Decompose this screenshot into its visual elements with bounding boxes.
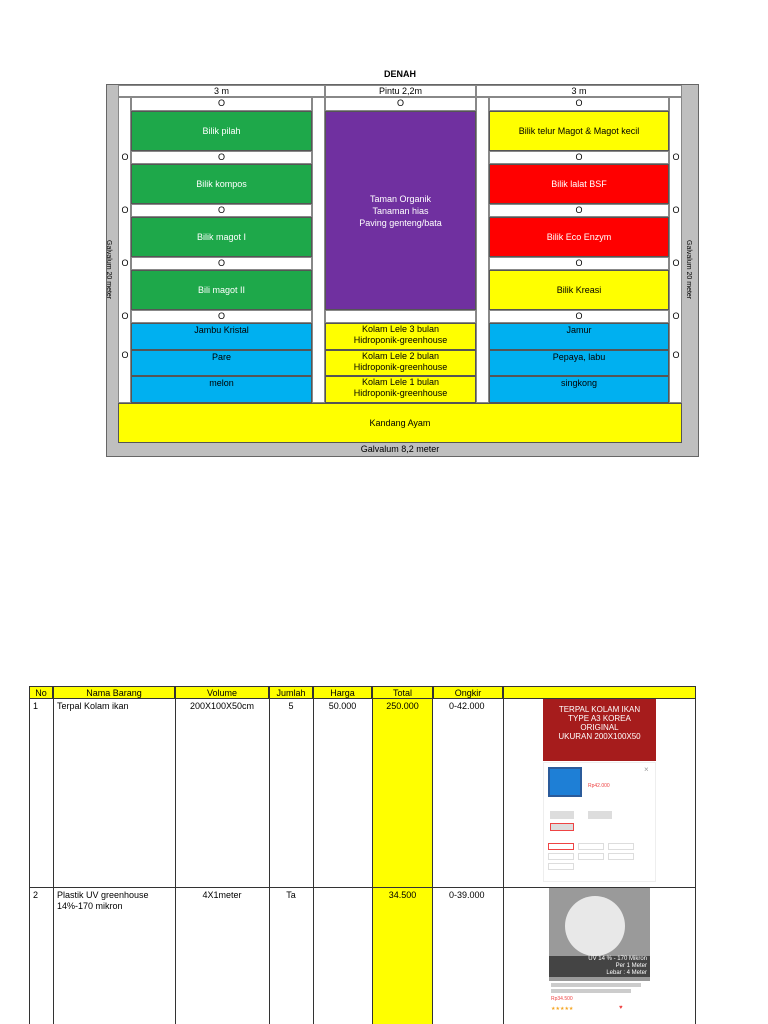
header-total: Total (372, 686, 433, 699)
o-row: O (489, 257, 669, 270)
pond-line-1: Kolam Lele 3 bulan (361, 324, 440, 334)
thumb2-caption (549, 956, 650, 977)
bed-pepaya-labu (489, 350, 669, 376)
room-bilik-pilah: Bilik pilah (131, 111, 312, 151)
o-marker: O (672, 152, 680, 162)
bed-label: Jamur (566, 325, 592, 335)
thumb2-line3: Lebar : 4 Meter (606, 970, 647, 976)
pond-line-2: Hidroponik-greenhouse (353, 335, 448, 345)
product-title-line (551, 983, 641, 987)
col-line (503, 699, 504, 1024)
pond-lele-2 (325, 350, 476, 376)
variant-swatch[interactable] (550, 811, 574, 819)
thumb1-price: Rp42.000 (588, 783, 610, 789)
header-image (503, 686, 696, 699)
row2-no: 2 (33, 890, 39, 900)
row1-harga: 50.000 (328, 701, 357, 711)
thumb1-line1: TERPAL KOLAM IKAN (558, 705, 641, 714)
o-marker: O (672, 350, 680, 360)
row2-jumlah: Ta (286, 890, 296, 900)
denah-title: DENAH (383, 69, 416, 79)
o-marker: O (672, 205, 680, 215)
thumb1-line2: TYPE A3 KOREA (568, 714, 631, 723)
o-row: O (131, 151, 312, 164)
o-row: O (489, 151, 669, 164)
taman-organik (325, 111, 476, 310)
header-ongkir: Ongkir (433, 686, 503, 699)
header-harga: Harga (313, 686, 372, 699)
row1-no: 1 (33, 701, 39, 711)
row2-volume: 4X1meter (202, 890, 242, 900)
product-title-line (551, 989, 631, 993)
room-bilik-kompos: Bilik kompos (131, 164, 312, 204)
o-marker: O (672, 311, 680, 321)
close-icon[interactable]: × (644, 765, 649, 774)
product-card-plastik-uv (549, 982, 650, 1022)
size-option[interactable] (608, 853, 634, 860)
header-volume: Volume (175, 686, 269, 699)
bed-jambu-kristal (131, 323, 312, 350)
room-bilik-telur-magot: Bilik telur Magot & Magot kecil (489, 111, 669, 151)
o-marker: O (121, 152, 129, 162)
size-option[interactable] (548, 853, 574, 860)
header-nama-barang: Nama Barang (53, 686, 175, 699)
variant-swatch[interactable] (550, 823, 574, 831)
pond-line-2: Hidroponik-greenhouse (353, 388, 448, 398)
header-jumlah: Jumlah (269, 686, 313, 699)
bed-jamur (489, 323, 669, 350)
col-line (175, 699, 176, 1024)
o-row: O (131, 204, 312, 217)
row1-total: 250.000 (386, 701, 419, 711)
product-thumb-terpal (543, 699, 656, 761)
left-side-label: Galvalum 20 meter (105, 240, 112, 300)
product-thumb-plastik-uv (549, 888, 650, 981)
size-option[interactable] (578, 853, 604, 860)
o-marker: O (672, 258, 680, 268)
kandang-ayam: Kandang Ayam (118, 403, 682, 443)
size-option[interactable] (578, 843, 604, 850)
pond-lele-3 (325, 323, 476, 350)
bed-label: singkong (560, 378, 598, 388)
bed-label: Pare (211, 352, 231, 362)
row2-nama-line1: Plastik UV greenhouse (57, 890, 149, 900)
row1-volume: 200X100X50cm (189, 701, 255, 711)
row1-nama: Terpal Kolam ikan (57, 701, 129, 711)
heart-icon[interactable]: ♥ (619, 1005, 623, 1011)
room-bili-magot-2: Bili magot II (131, 270, 312, 310)
bed-label: melon (209, 378, 234, 388)
thumb2-line1: UV 14 % - 170 Mikron (588, 956, 647, 962)
o-row: O (489, 97, 669, 111)
thumb2-price: Rp34.500 (551, 996, 573, 1002)
thumb1-line3: ORIGINAL (580, 723, 619, 732)
row1-jumlah: 5 (288, 701, 294, 711)
bed-label: Jambu Kristal (194, 325, 249, 335)
col-line (29, 699, 30, 1024)
o-row: O (131, 257, 312, 270)
center-gap (325, 310, 476, 323)
pond-line-1: Kolam Lele 2 bulan (361, 351, 440, 361)
bed-label: Pepaya, labu (552, 352, 606, 362)
size-option[interactable] (548, 863, 574, 870)
col-line (53, 699, 54, 1024)
bed-singkong (489, 376, 669, 403)
col-line (313, 699, 314, 1024)
bed-pare (131, 350, 312, 376)
total-column-fill (372, 699, 433, 1024)
o-row: O (131, 97, 312, 111)
o-row: O (325, 97, 476, 111)
o-row: O (489, 204, 669, 217)
center-line-1: Taman Organik (369, 193, 432, 204)
o-marker: O (121, 350, 129, 360)
o-marker: O (121, 311, 129, 321)
bottom-label: Galvalum 8,2 meter (360, 444, 440, 454)
o-marker: O (121, 205, 129, 215)
room-bilik-kreasi: Bilik Kreasi (489, 270, 669, 310)
plastic-roll-image (565, 896, 625, 956)
top-label-right: 3 m (476, 85, 682, 97)
room-bilik-magot-1: Bilik magot I (131, 217, 312, 257)
thumb2-line2: Per 1 Meter (615, 963, 647, 969)
row1-ongkir: 0-42.000 (449, 701, 485, 711)
pond-line-2: Hidroponik-greenhouse (353, 362, 448, 372)
size-option[interactable] (548, 843, 574, 850)
rating-stars-icon: ★★★★★ (551, 1006, 574, 1012)
items-table (29, 686, 696, 1024)
row2-ongkir: 0-39.000 (449, 890, 485, 900)
top-label-door: Pintu 2,2m (325, 85, 476, 97)
left-inner-column (312, 97, 325, 403)
col-line (269, 699, 270, 1024)
row2-nama-line2: 14%-170 mikron (57, 901, 123, 911)
col-line (695, 699, 696, 1024)
right-side-label: Galvalum 20 meter (685, 240, 692, 300)
o-marker: O (121, 258, 129, 268)
pond-lele-1 (325, 376, 476, 403)
room-bilik-lalat-bsf: Bilik lalat BSF (489, 164, 669, 204)
bed-melon (131, 376, 312, 403)
right-inner-column (476, 97, 489, 403)
size-option[interactable] (608, 843, 634, 850)
thumb1-line4: UKURAN 200X100X50 (558, 732, 641, 741)
pond-line-1: Kolam Lele 1 bulan (361, 377, 440, 387)
variant-swatch[interactable] (588, 811, 612, 819)
center-line-3: Paving genteng/bata (359, 217, 442, 228)
product-card-terpal (543, 762, 656, 882)
center-line-2: Tanaman hias (372, 205, 429, 216)
pool-image-icon (548, 767, 582, 797)
row2-total: 34.500 (388, 890, 417, 900)
room-bilik-eco-enzym: Bilik Eco Enzym (489, 217, 669, 257)
header-no: No (29, 686, 53, 699)
o-row: O (131, 310, 312, 323)
o-row: O (489, 310, 669, 323)
top-label-left: 3 m (118, 85, 325, 97)
